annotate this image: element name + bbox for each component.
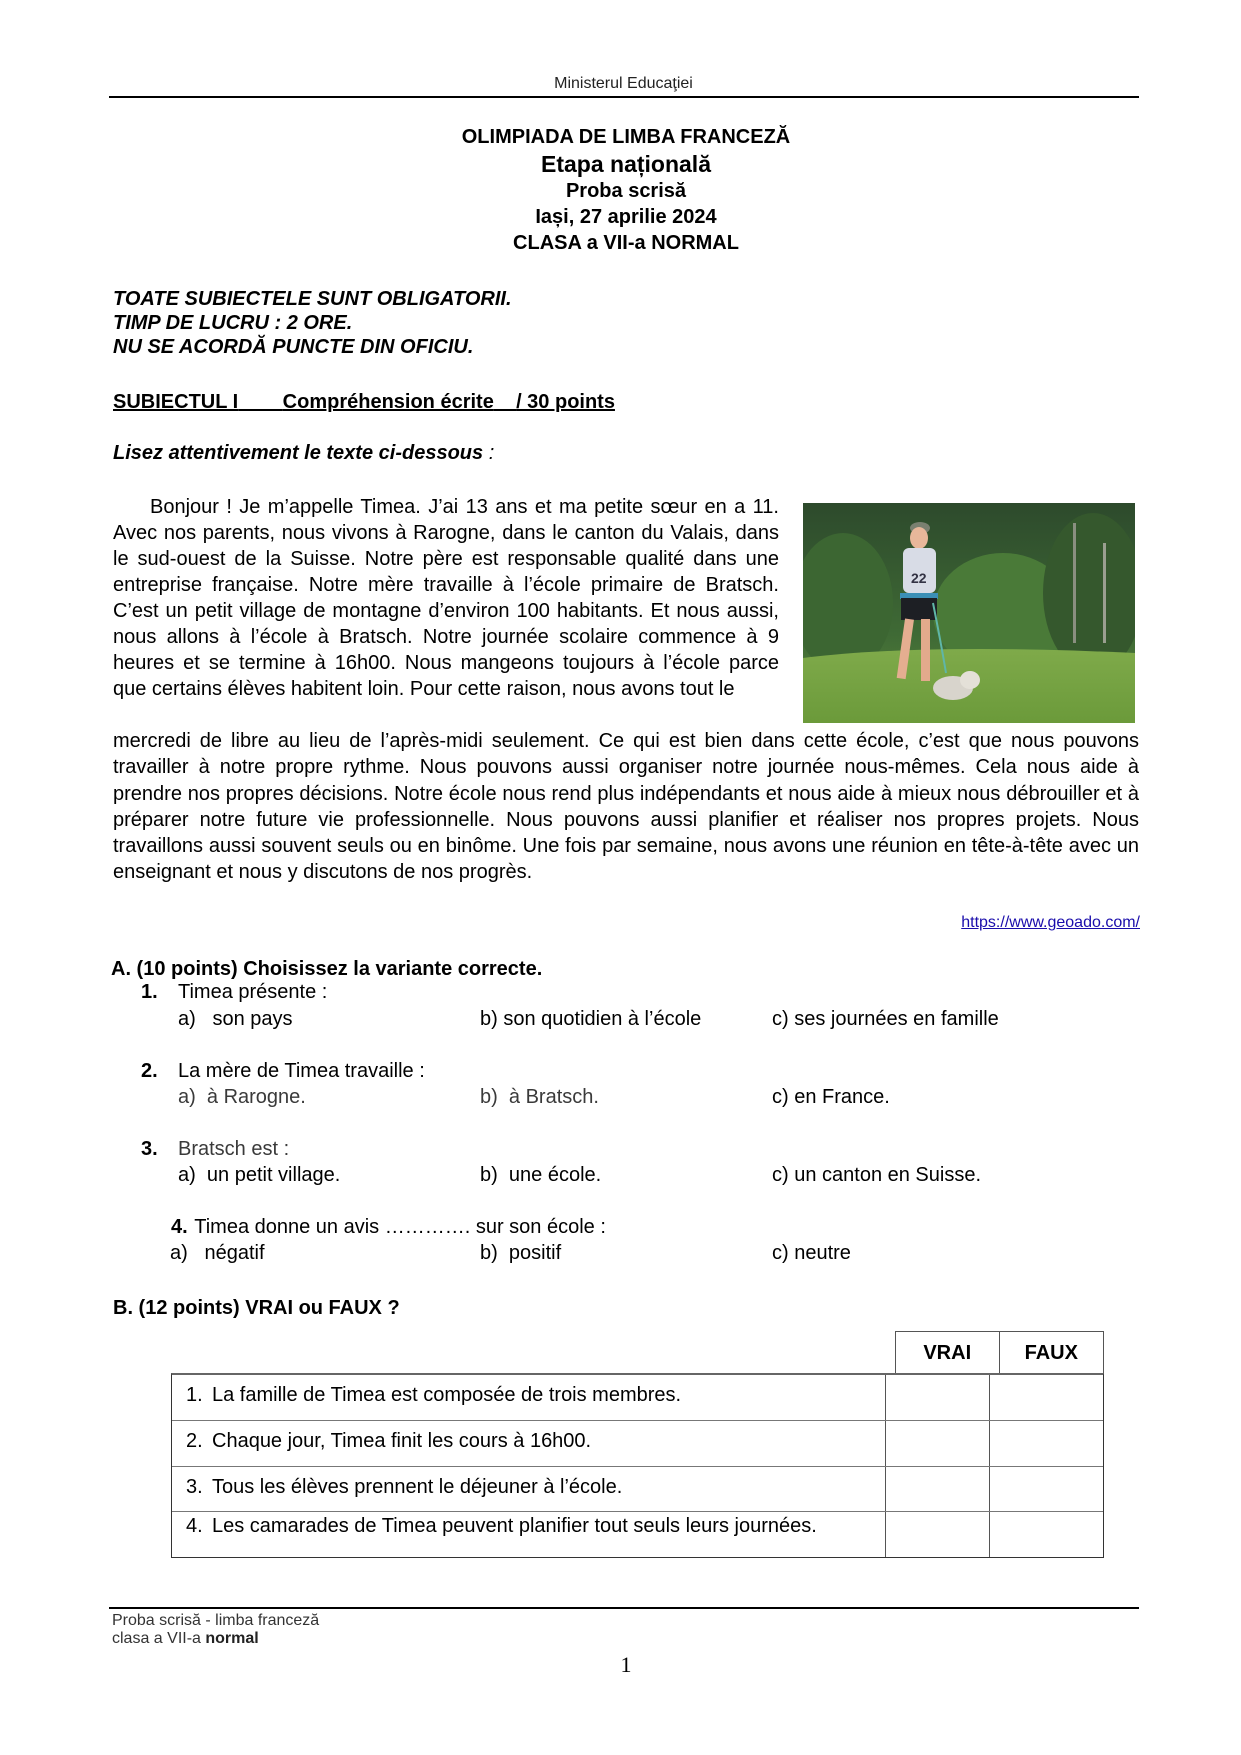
table-row <box>172 1421 1103 1467</box>
question-text: Timea présente : <box>178 981 328 1003</box>
false-answer-cell[interactable] <box>990 1512 1094 1557</box>
question-4-options <box>0 1242 1241 1266</box>
olympiad-title: OLIMPIADA DE LIMBA FRANCEZĂ <box>461 126 791 148</box>
option-b[interactable]: b) positif <box>480 1242 562 1264</box>
photo-illustration <box>803 503 1135 723</box>
question-number: 4. <box>171 1216 188 1238</box>
footer-rule <box>109 1607 1139 1609</box>
subject-points: / 30 points <box>516 391 615 413</box>
statement <box>172 1375 886 1420</box>
false-answer-cell[interactable] <box>990 1375 1094 1420</box>
true-answer-cell[interactable] <box>886 1375 990 1420</box>
question-1 <box>0 981 1241 1005</box>
ministry-header: Ministerul Educaţiei <box>554 75 693 92</box>
reading-instruction-text: Lisez attentivement le texte ci-dessous <box>113 442 484 464</box>
exam-date: Iași, 27 aprilie 2024 <box>535 206 717 228</box>
reading-instruction-colon: : <box>483 442 495 464</box>
table-row <box>172 1467 1103 1512</box>
dog-head <box>960 671 980 689</box>
subject-name: Compréhension écrite <box>282 391 494 413</box>
leg <box>921 619 930 681</box>
instruction-points: NU SE ACORDĂ PUNCTE DIN OFICIU. <box>113 336 474 358</box>
option-b[interactable]: b) son quotidien à l’école <box>480 1008 702 1030</box>
header-rule <box>109 96 1139 98</box>
question-text: La mère de Timea travaille : <box>178 1060 425 1082</box>
true-answer-cell[interactable] <box>886 1421 990 1466</box>
true-false-table <box>171 1373 1104 1558</box>
tree-trunk <box>1073 523 1076 643</box>
option-c[interactable]: c) un canton en Suisse. <box>772 1164 982 1186</box>
option-a[interactable]: a) son pays <box>178 1008 293 1030</box>
question-number: 3. <box>141 1138 158 1160</box>
question-text: Bratsch est : <box>178 1138 290 1160</box>
statement-text: Tous les élèves prennent le déjeuner à l’école. <box>212 1476 623 1498</box>
question-3-options <box>0 1164 1241 1188</box>
true-false-header <box>895 1331 1104 1374</box>
false-answer-cell[interactable] <box>990 1421 1094 1466</box>
option-a[interactable]: a) négatif <box>170 1242 265 1264</box>
option-c[interactable]: c) neutre <box>772 1242 851 1264</box>
stage-title: Etapa națională <box>541 151 711 177</box>
statement-number: 2. <box>186 1430 203 1452</box>
subject-heading <box>113 391 615 414</box>
true-answer-cell[interactable] <box>886 1512 990 1557</box>
question-3 <box>0 1138 1241 1162</box>
question-number: 2. <box>141 1060 158 1082</box>
question-text <box>172 1216 606 1239</box>
tree-trunk <box>1103 543 1106 643</box>
statement <box>172 1421 886 1466</box>
footer-class-label <box>112 1630 259 1648</box>
passage-paragraph-top: Bonjour ! Je m’appelle Timea. J’ai 13 ans et ma petite sœur en a 11. Avec nos parents, nous vivons à Rarogne, dans le canton du Valais, dans le sud-ouest de la Suisse. Notre père est responsable qualité dans une entreprise française. Notre mère travaille à l’école primaire de Bratsch. C’est un petit village de montagne d’environ 100 habitants. Et nous aussi, nous allons à l’école à Bratsch. Notre journée scolaire commence à 9 heures et se termine à 16h00. Nous mangeons toujours à l’école parce que certains élèves habitent loin. Pour cette raison, nous avons tout le <box>113 496 779 700</box>
statement-number: 3. <box>186 1476 203 1498</box>
question-1-options <box>0 1008 1241 1032</box>
false-answer-cell[interactable] <box>990 1467 1094 1511</box>
question-text-content: Timea donne un avis …………. sur son école : <box>194 1216 606 1238</box>
question-2-options <box>0 1086 1241 1110</box>
column-false: FAUX <box>1024 1341 1078 1364</box>
footer-class-prefix: clasa a VII-a <box>112 1630 206 1647</box>
shorts <box>901 598 937 620</box>
question-4 <box>0 1216 1241 1240</box>
question-number: 1. <box>141 981 158 1003</box>
page-number: 1 <box>620 1652 632 1677</box>
face <box>910 527 928 549</box>
exam-type: Proba scrisă <box>565 180 687 202</box>
passage-paragraph-bottom: mercredi de libre au lieu de l’après-midi seulement. Ce qui est bien dans cette école, c’est que nous pouvons travailler à notre propre rythme. Nous pouvons aussi organiser notre journée nous-mêmes. Cela nous aide à prendre nos propres décisions. Notre école nous rend plus indépendants et nous aide à mieux nous débrouiller et à préparer notre future vie professionnelle. Nous pouvons aussi planifier et réaliser nos propres projets. Nous travaillons aussi souvent seuls ou en binôme. Une fois par semaine, nous avons une réunion en tête-à-tête avec un enseignant et nous y discutons de nos progrès. <box>113 730 1139 884</box>
table-row <box>172 1512 1103 1557</box>
subject-label: SUBIECTUL I <box>113 391 239 413</box>
statement-text: La famille de Timea est composée de trois membres. <box>212 1384 682 1406</box>
true-answer-cell[interactable] <box>886 1467 990 1511</box>
source-link[interactable]: https://www.geoado.com/ <box>961 914 1140 931</box>
class-level: CLASA a VII-a NORMAL <box>513 232 739 254</box>
option-b[interactable]: b) une école. <box>480 1164 602 1186</box>
statement-text: Les camarades de Timea peuvent planifier tout seuls leurs journées. <box>212 1515 817 1537</box>
instruction-mandatory: TOATE SUBIECTELE SUNT OBLIGATORII. <box>113 288 512 310</box>
footer-class-level: normal <box>205 1630 259 1647</box>
footer-exam-label: Proba scrisă - limba franceză <box>112 1612 320 1629</box>
column-true: VRAI <box>896 1332 1000 1374</box>
statement <box>172 1467 886 1511</box>
girl-running-with-dog-photo <box>803 503 1135 723</box>
statement-number: 4. <box>186 1515 203 1537</box>
option-b[interactable]: b) à Bratsch. <box>480 1086 599 1108</box>
statement-number: 1. <box>186 1384 203 1406</box>
option-c[interactable]: c) en France. <box>772 1086 890 1108</box>
instruction-time: TIMP DE LUCRU : 2 ORE. <box>113 312 353 334</box>
question-2 <box>0 1060 1241 1084</box>
option-a[interactable]: a) un petit village. <box>178 1164 341 1186</box>
bib-number: 22 <box>911 570 927 586</box>
section-a-title: A. (10 points) Choisissez la variante correcte. <box>111 958 543 980</box>
option-c[interactable]: c) ses journées en famille <box>772 1008 999 1030</box>
section-b-title: B. (12 points) VRAI ou FAUX ? <box>113 1297 400 1319</box>
reading-instruction <box>113 442 494 465</box>
statement-text: Chaque jour, Timea finit les cours à 16h00. <box>212 1430 592 1452</box>
option-a[interactable]: a) à Rarogne. <box>178 1086 306 1108</box>
table-row <box>172 1375 1103 1421</box>
statement <box>172 1512 886 1557</box>
